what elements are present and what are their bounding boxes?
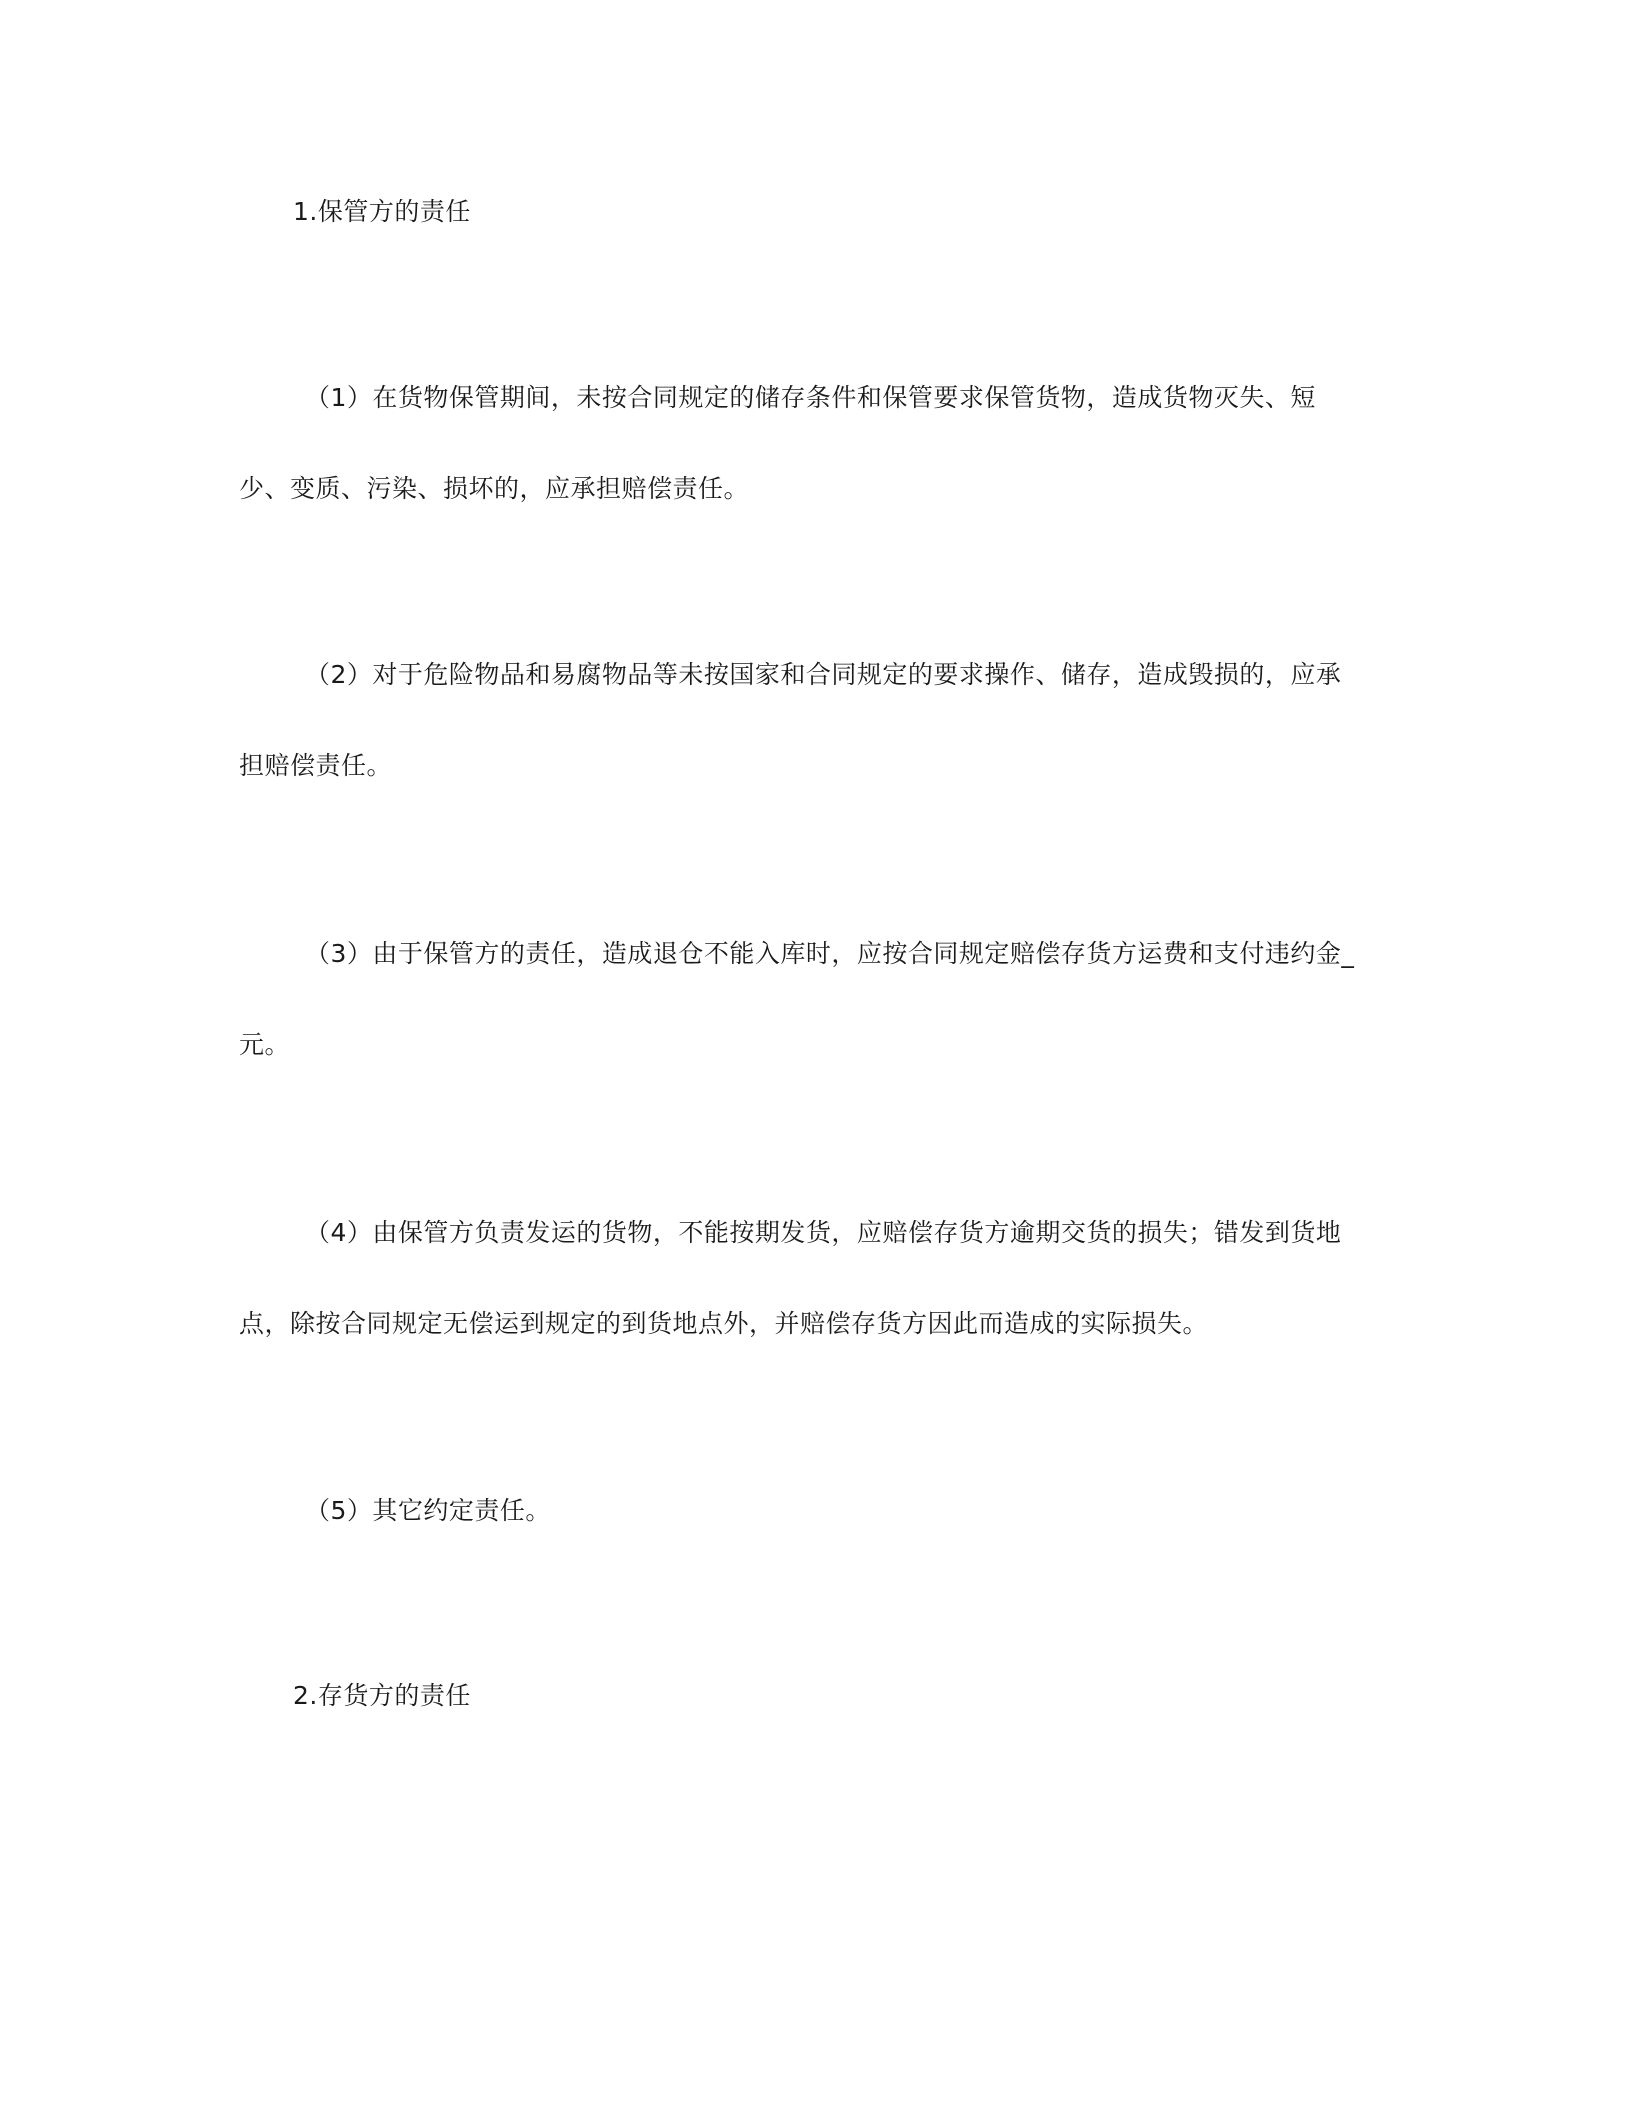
clause-3-line-2: 元。 bbox=[239, 1030, 291, 1059]
clause-4-line-2: 点，除按合同规定无偿运到规定的到货地点外，并赔偿存货方因此而造成的实际损失。 bbox=[239, 1309, 1209, 1338]
clause-5-line-1: （5）其它约定责任。 bbox=[305, 1496, 551, 1525]
clause-2-line-2: 担赔偿责任。 bbox=[239, 751, 393, 780]
clause-2-line-1: （2）对于危险物品和易腐物品等未按国家和合同规定的要求操作、储存，造成毁损的，应承 bbox=[305, 660, 1342, 689]
clause-3-line-1: （3）由于保管方的责任，造成退仓不能入库时，应按合同规定赔偿存货方运费和支付违约金_ bbox=[305, 939, 1355, 968]
clause-1-line-2: 少、变质、污染、损坏的，应承担赔偿责任。 bbox=[239, 474, 750, 503]
section-1-heading: 1.保管方的责任 bbox=[293, 197, 471, 226]
section-2-heading: 2.存货方的责任 bbox=[293, 1681, 471, 1710]
clause-4-line-1: （4）由保管方负责发运的货物，不能按期发货，应赔偿存货方逾期交货的损失；错发到货地 bbox=[305, 1218, 1342, 1247]
clause-1-line-1: （1）在货物保管期间，未按合同规定的储存条件和保管要求保管货物，造成货物灭失、短 bbox=[305, 383, 1316, 412]
